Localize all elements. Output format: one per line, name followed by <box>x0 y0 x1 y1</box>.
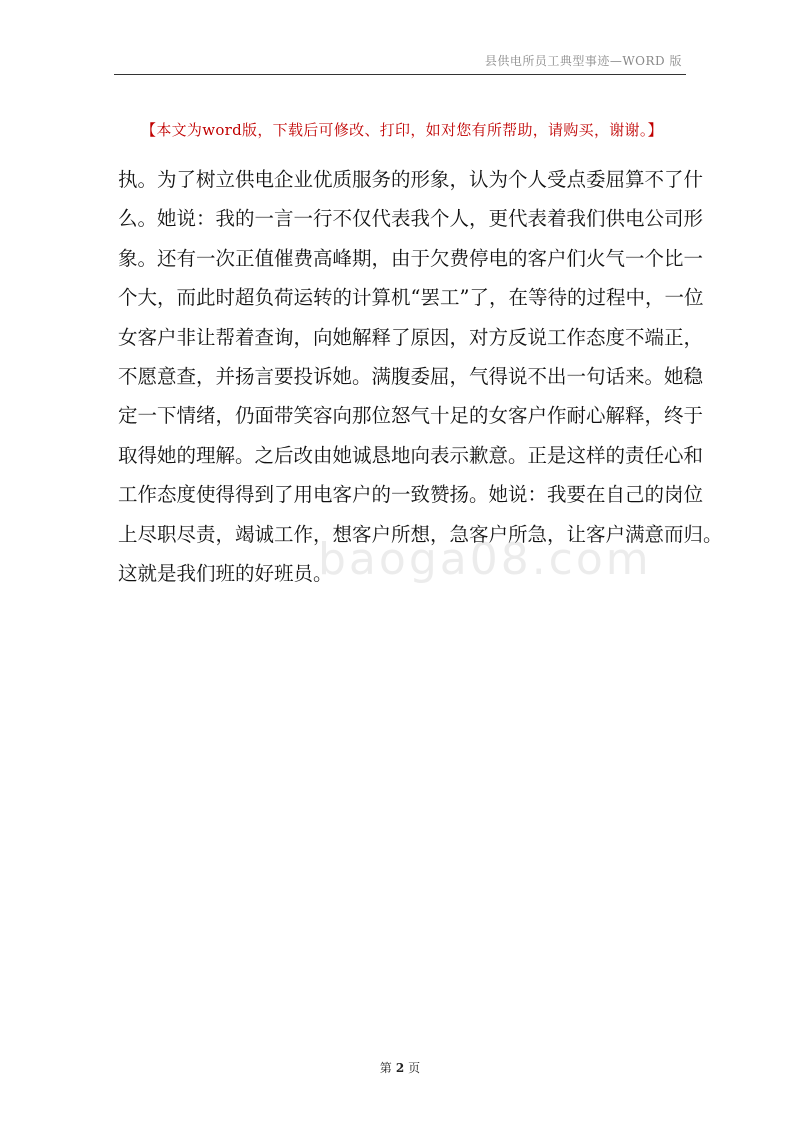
body-line: 象。还有一次正值催费高峰期，由于欠费停电的客户们火气一个比一 <box>118 246 704 270</box>
body-line: 定一下情绪，仍面带笑容向那位怒气十足的女客户作耐心解释，终于 <box>118 404 704 428</box>
header-divider <box>114 74 686 75</box>
page-footer <box>0 1059 800 1076</box>
watermark: baoga08.com <box>318 534 652 585</box>
body-line: 取得她的理解。之后改由她诚恳地向表示歉意。正是这样的责任心和 <box>118 443 704 467</box>
body-line: 上尽职尽责，竭诚工作，想客户所想，急客户所急，让客户满意而归。 <box>118 522 723 546</box>
body-line: 么。她说：我的一言一行不仅代表我个人，更代表着我们供电公司形 <box>118 207 704 231</box>
body-line: 这就是我们班的好班员。 <box>118 562 333 586</box>
body-line: 工作态度使得得到了用电客户的一致赞扬。她说：我要在自己的岗位 <box>118 483 704 507</box>
footer-prefix: 第 <box>379 1061 392 1075</box>
page-number: 2 <box>395 1061 405 1075</box>
download-notice: 【本文为word版，下载后可修改、打印，如对您有所帮助，请购买，谢谢。】 <box>141 121 663 139</box>
footer-suffix: 页 <box>408 1061 421 1075</box>
body-paragraph <box>118 160 723 593</box>
body-line: 不愿意查，并扬言要投诉她。满腹委屈，气得说不出一句话来。她稳 <box>118 365 704 389</box>
body-line: 女客户非让帮着查询，向她解释了原因，对方反说工作态度不端正， <box>118 325 704 349</box>
running-header: 县供电所员工典型事迹—WORD 版 <box>484 54 682 68</box>
body-line: 个大，而此时超负荷运转的计算机“罢工”了，在等待的过程中，一位 <box>118 286 704 310</box>
body-line: 执。为了树立供电企业优质服务的形象，认为个人受点委屈算不了什 <box>118 168 704 191</box>
